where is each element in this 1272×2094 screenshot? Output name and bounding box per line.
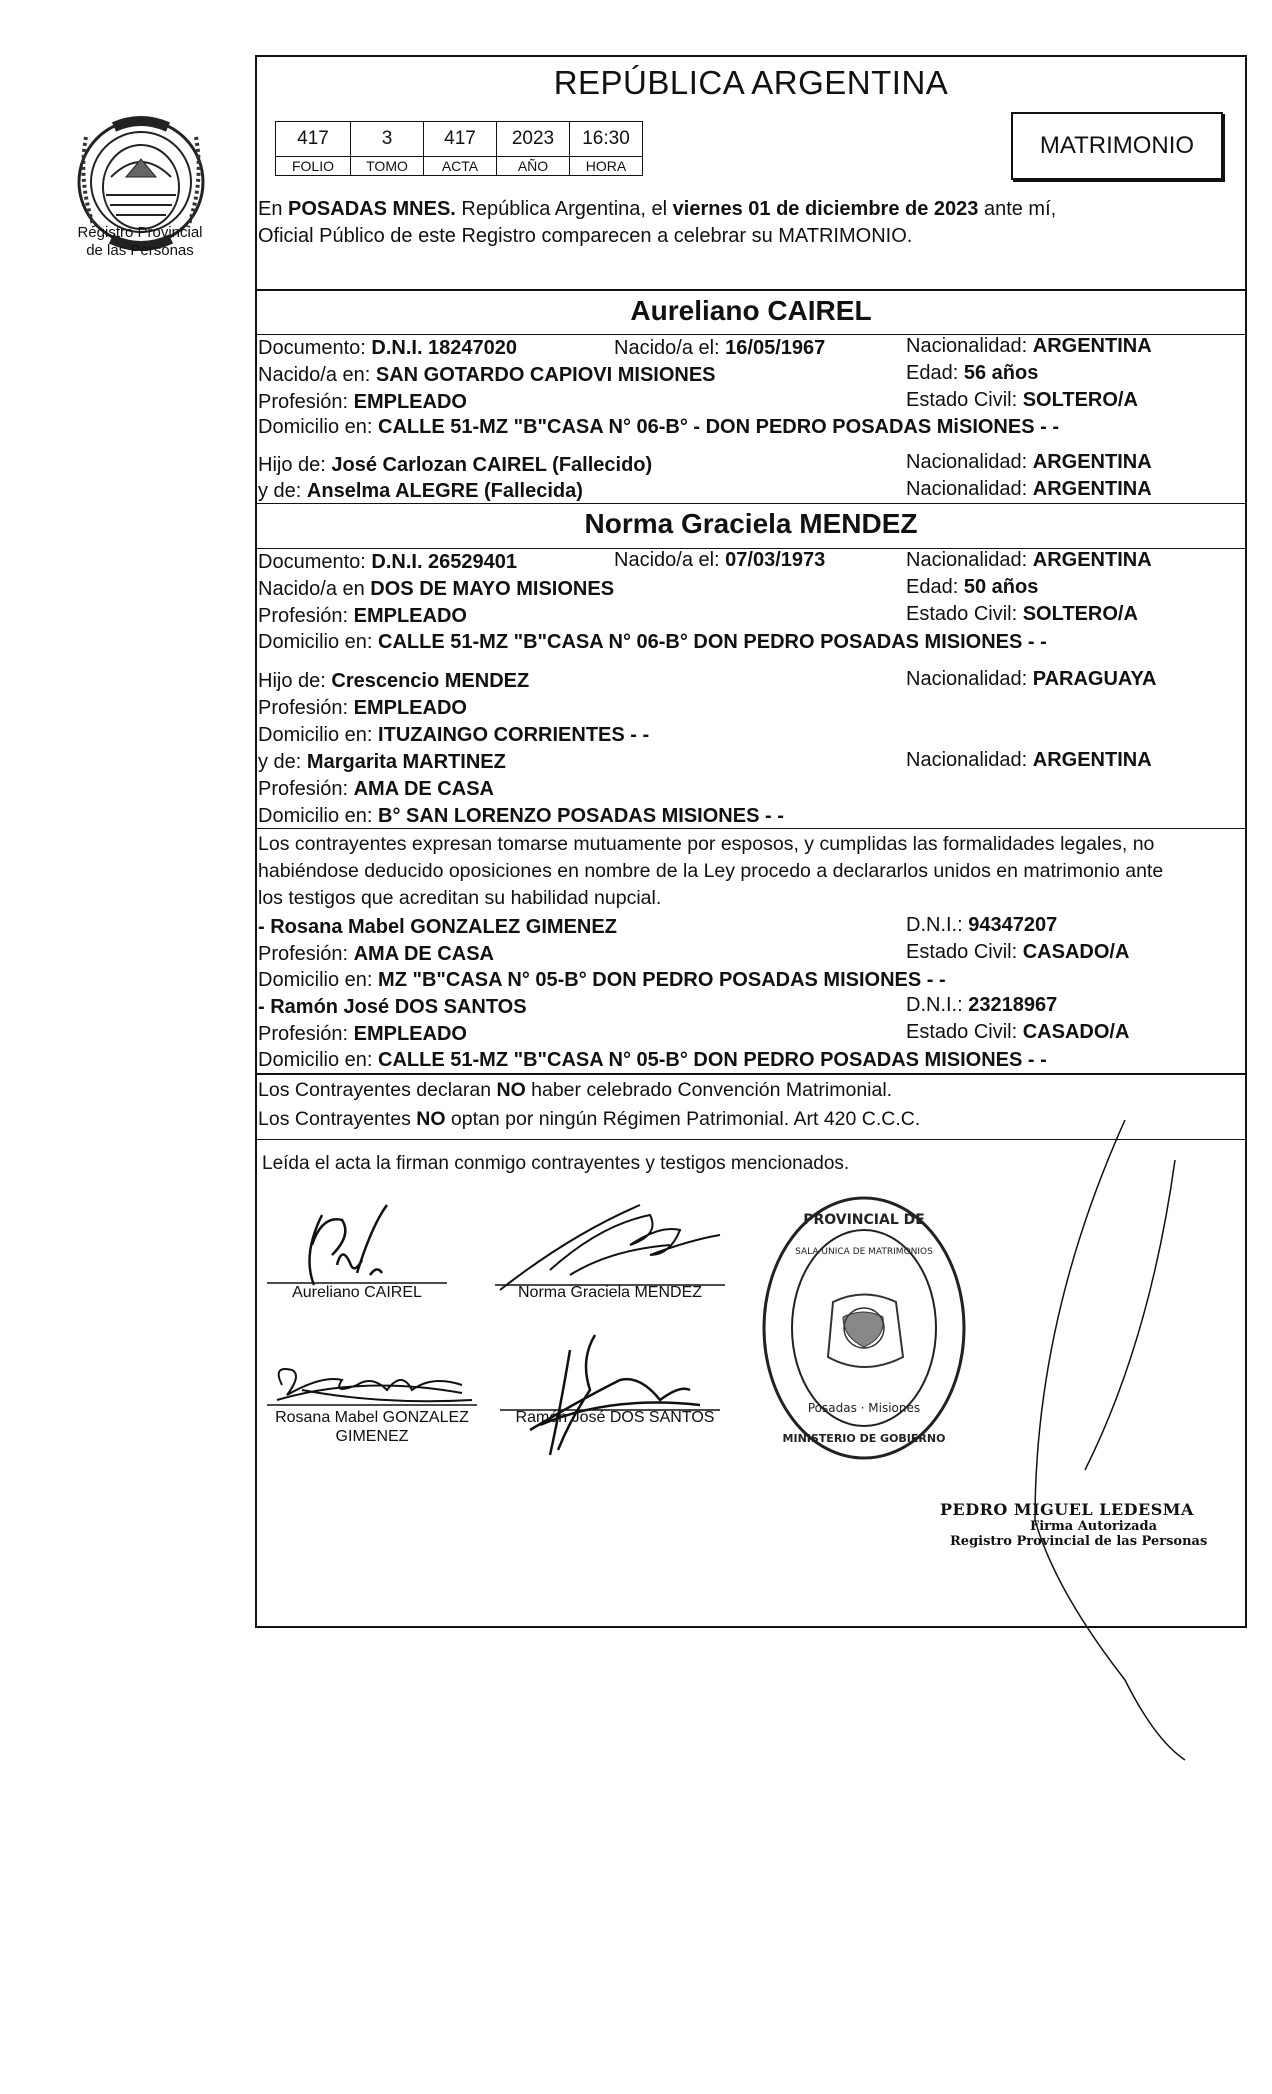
signature-aureliano [262,1185,452,1290]
label: Nacionalidad: [906,668,1033,690]
spouse1-mother-nat [906,476,1152,503]
hour-value: 16:30 [570,122,643,157]
value: AMA DE CASA [353,778,494,800]
svg-text:Posadas · Misiones: Posadas · Misiones [807,1401,921,1415]
label: Nacionalidad: [906,478,1033,500]
registry-seal-stamp [758,1192,970,1464]
value: CASADO/A [1022,1021,1130,1043]
witness1-dni [906,912,1057,939]
witness1-civil [906,939,1129,966]
hour-label: HORA [570,157,643,176]
value: 56 años [963,362,1039,384]
label: y de: [258,480,307,502]
spouse2-place [258,576,614,603]
official-name: PEDRO MIGUEL LEDESMA [940,1500,1194,1519]
label: Domicilio en: [258,416,379,438]
spouse1-prof [258,389,467,416]
value: 23218967 [968,994,1058,1016]
declaration-line2: habiéndose deducido oposiciones en nombre de la Ley procedo a declararlos unidos en matrimonio ante [258,860,1164,882]
spouse2-mother [258,749,506,776]
signature-label-3-line2: GIMENEZ [335,1428,409,1445]
value: ARGENTINA [1032,451,1152,473]
label: Nacido/a el: [614,337,726,359]
spouse2-name: Norma Graciela MENDEZ [584,508,918,539]
pen-stroke [975,1120,1195,1800]
folio-label: FOLIO [276,157,351,176]
divider [255,289,1247,291]
intro-place: POSADAS MNES. [288,198,456,220]
witness1-dom [258,967,946,994]
label: Profesión: [258,391,354,413]
label: Nacionalidad: [906,335,1033,357]
text: optan por ningún Régimen Patrimonial. Art 420 C.C.C. [445,1108,921,1130]
intro-line2: Oficial Público de este Registro comparecen a celebrar su MATRIMONIO. [258,225,913,247]
value: SOLTERO/A [1022,603,1138,625]
spouse2-father-nat [906,666,1157,693]
label: Profesión: [258,605,354,627]
spouse2-father-dom [258,722,649,749]
label: Nacido/a en: [258,364,376,386]
label: Nacido/a el: [614,549,726,571]
svg-text:PROVINCIAL DE: PROVINCIAL DE [803,1212,925,1228]
spouse1-dom [258,414,1059,441]
divider [255,828,1247,829]
official-stamp [940,1500,1207,1549]
spouse1-nat [906,333,1152,360]
value: MZ "B"CASA N° 05-B° DON PEDRO POSADAS MISIONES - - [378,969,946,991]
intro-date: viernes 01 de diciembre de 2023 [672,198,979,220]
value: EMPLEADO [353,697,467,719]
svg-text:SALA UNICA DE MATRIMONIOS: SALA UNICA DE MATRIMONIOS [795,1247,933,1257]
tomo-label: TOMO [351,157,424,176]
year-label: AÑO [497,157,570,176]
spouse1-civil [906,387,1138,414]
label: Nacido/a en [258,578,371,600]
label: Nacionalidad: [906,549,1033,571]
document-title: REPÚBLICA ARGENTINA [553,64,949,101]
spouse1-father-nat [906,449,1152,476]
text: Los Contrayentes declaran [258,1079,497,1101]
witness2-prof [258,1021,467,1048]
svg-text:MINISTERIO DE GOBIERNO: MINISTERIO DE GOBIERNO [782,1432,946,1445]
regime-line2 [258,1106,920,1133]
declaration-line3: los testigos que acreditan su habilidad nupcial. [258,887,662,909]
value: ARGENTINA [1032,749,1152,771]
spouse2-prof [258,603,467,630]
divider [255,503,1247,504]
value: Anselma ALEGRE (Fallecida) [306,480,583,502]
value: 94347207 [968,914,1058,936]
text: haber celebrado Convención Matrimonial. [525,1079,893,1101]
label: Edad: [906,362,964,384]
signature-label-3 [262,1408,482,1446]
value: CASADO/A [1022,941,1130,963]
regime-line1 [258,1077,892,1104]
closing-text: Leída el acta la firman conmigo contrayentes y testigos mencionados. [262,1153,850,1174]
witness2-dom [258,1047,1047,1074]
logo-caption [50,224,230,260]
value: D.N.I. 18247020 [371,337,518,359]
spouse2-age [906,574,1038,601]
value: EMPLEADO [353,1023,467,1045]
value: ITUZAINGO CORRIENTES - - [378,724,650,746]
logo-caption-line1: Registro Provincial [77,224,203,241]
label: Nacionalidad: [906,749,1033,771]
text: NO [416,1108,446,1130]
label: Estado Civil: [906,1021,1023,1043]
spouse2-doc [258,549,517,576]
spouse2-mother-prof [258,776,494,803]
label: Profesión: [258,697,354,719]
value: EMPLEADO [353,391,467,413]
label: Estado Civil: [906,941,1023,963]
intro-text: República Argentina, el [455,198,673,220]
value: 50 años [963,576,1039,598]
value: Margarita MARTINEZ [306,751,506,773]
label: Edad: [906,576,964,598]
spouse1-name: Aureliano CAIREL [630,295,872,326]
label: Profesión: [258,1023,354,1045]
label: y de: [258,751,307,773]
witness1-name: - Rosana Mabel GONZALEZ GIMENEZ [258,916,617,938]
folio-value: 417 [276,122,351,157]
intro-text: ante mí, [978,198,1057,220]
signature-ramon [490,1330,730,1460]
label: Domicilio en: [258,805,379,827]
value: ARGENTINA [1032,335,1152,357]
spouse2-father [258,668,529,695]
label: Estado Civil: [906,389,1023,411]
signature-label-4: Ramón José DOS SANTOS [515,1409,715,1426]
label: Profesión: [258,778,354,800]
spouse1-father [258,452,652,479]
value: EMPLEADO [353,605,467,627]
spouse1-mother [258,478,583,505]
label: D.N.I.: [906,994,969,1016]
declaration-line1: Los contrayentes expresan tomarse mutuamente por esposos, y cumplidas las formalidades legales, no [258,833,1155,855]
value: 07/03/1973 [725,549,826,571]
label: Nacionalidad: [906,451,1033,473]
value: CALLE 51-MZ "B"CASA N° 06-B° - DON PEDRO POSADAS MiSIONES - - [378,416,1059,438]
text: NO [496,1079,526,1101]
label: Domicilio en: [258,631,379,653]
spouse2-dom [258,629,1047,656]
value: 16/05/1967 [725,337,826,359]
acta-value: 417 [424,122,497,157]
signature-label-1: Aureliano CAIREL [292,1284,422,1301]
value: SAN GOTARDO CAPIOVI MISIONES [375,364,716,386]
value: DOS DE MAYO MISIONES [370,578,615,600]
official-office: Registro Provincial de las Personas [950,1534,1208,1549]
intro-line1 [258,196,1056,223]
official-role: Firma Autorizada [1030,1519,1158,1534]
spouse1-doc [258,335,517,362]
spouse1-place [258,362,716,389]
logo-caption-line2: de las Personas [86,242,194,259]
spouse2-born [614,547,825,574]
value: SOLTERO/A [1022,389,1138,411]
label: Domicilio en: [258,1049,379,1071]
spouse1-age [906,360,1038,387]
witness2-name: - Ramón José DOS SANTOS [258,996,527,1018]
label: D.N.I.: [906,914,969,936]
label: Domicilio en: [258,724,379,746]
folio-table [275,121,643,176]
value: Crescencio MENDEZ [331,670,530,692]
value: AMA DE CASA [353,943,494,965]
label: Domicilio en: [258,969,379,991]
signature-rosana [262,1345,482,1415]
divider [255,1073,1247,1075]
signature-label-2: Norma Graciela MENDEZ [517,1284,703,1301]
signature-label-3-line1: Rosana Mabel GONZALEZ [275,1409,469,1426]
value: PARAGUAYA [1032,668,1157,690]
year-value: 2023 [497,122,570,157]
spouse2-mother-nat [906,747,1152,774]
label: Estado Civil: [906,603,1023,625]
value: José Carlozan CAIREL (Fallecido) [331,454,653,476]
tomo-value: 3 [351,122,424,157]
value: CALLE 51-MZ "B"CASA N° 06-B° DON PEDRO POSADAS MISIONES - - [378,631,1047,653]
label: Hijo de: [258,454,332,476]
witness1-prof [258,941,494,968]
witness2-civil [906,1019,1129,1046]
witness2-dni [906,992,1057,1019]
value: D.N.I. 26529401 [371,551,518,573]
value: CALLE 51-MZ "B"CASA N° 05-B° DON PEDRO POSADAS MISIONES - - [378,1049,1047,1071]
intro-text: En [258,198,289,220]
text: Los Contrayentes [258,1108,417,1130]
spouse2-civil [906,601,1138,628]
value: B° SAN LORENZO POSADAS MISIONES - - [378,805,784,827]
label: Documento: [258,337,372,359]
spouse2-father-prof [258,695,467,722]
label: Documento: [258,551,372,573]
value: ARGENTINA [1032,478,1152,500]
value: ARGENTINA [1032,549,1152,571]
act-type: MATRIMONIO [1039,132,1195,159]
spouse2-mother-dom [258,803,784,830]
label: Profesión: [258,943,354,965]
acta-label: ACTA [424,157,497,176]
label: Hijo de: [258,670,332,692]
act-type-box [1011,112,1223,180]
spouse2-nat [906,547,1152,574]
spouse1-born [614,335,825,362]
